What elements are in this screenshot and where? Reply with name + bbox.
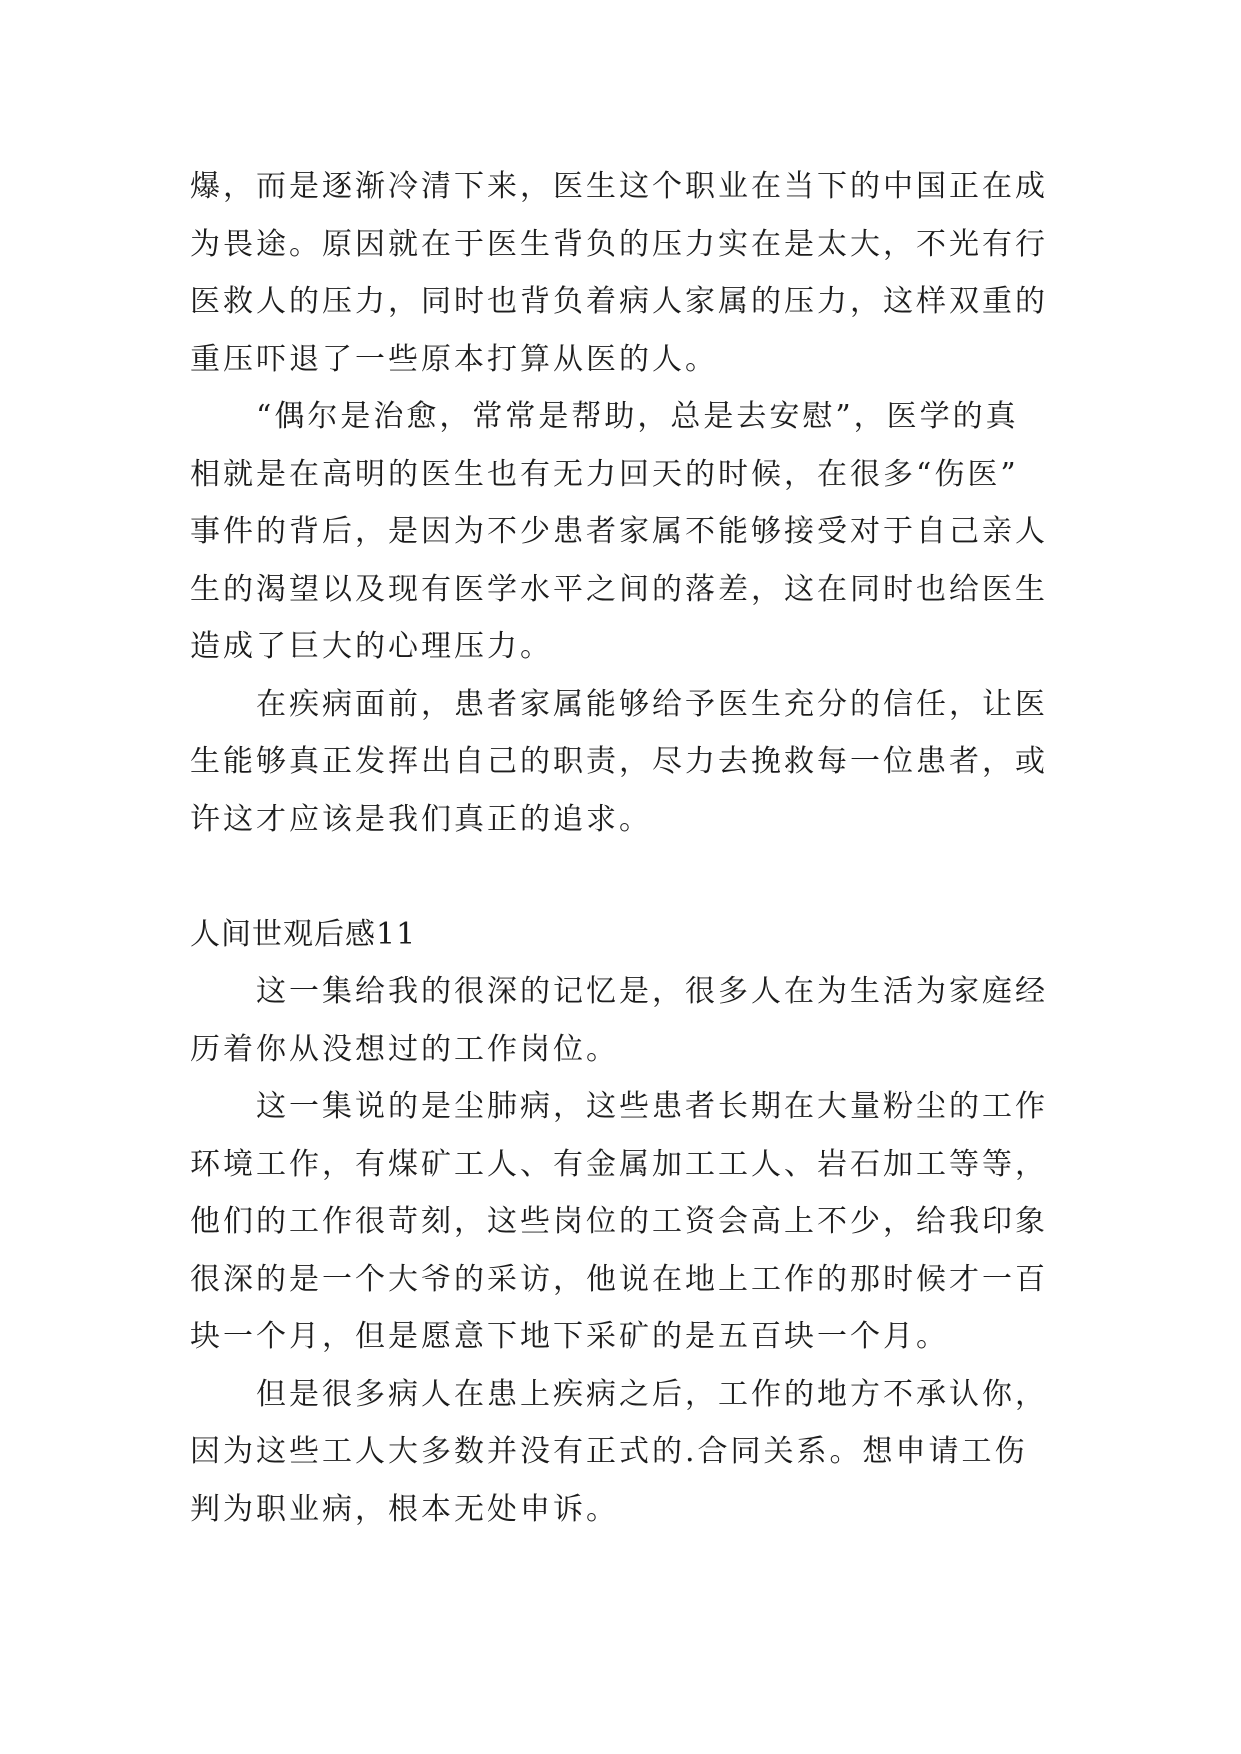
paragraph-line: 历着你从没想过的工作岗位。 [190,1031,619,1067]
paragraph-line: 事件的背后，是因为不少患者家属不能够接受对于自己亲人 [190,514,1048,549]
essay-title: 人间世观后感11 [190,916,417,952]
paragraph-line: 重压吓退了一些原本打算从医的人。 [190,341,718,377]
paragraph [190,963,1060,1078]
paragraph-line: 因为这些工人大多数并没有正式的.合同关系。想申请工伤 [190,1434,1028,1469]
document-page [190,158,1060,1538]
paragraph-line: “偶尔是治愈，常常是帮助，总是去安慰”，医学的真 [256,399,1019,434]
paragraph-line: 医救人的压力，同时也背负着病人家属的压力，这样双重的 [190,284,1048,319]
paragraph-line: 环境工作，有煤矿工人、有金属加工工人、岩石加工等等， [190,1146,1048,1182]
paragraph-line: 很深的是一个大爷的采访，他说在地上工作的那时候才一百 [190,1261,1048,1297]
paragraph [190,1078,1060,1366]
paragraph-line: 许这才应该是我们真正的追求。 [190,801,652,837]
paragraph [190,676,1060,849]
paragraph-line: 块一个月，但是愿意下地下采矿的是五百块一个月。 [190,1319,949,1354]
paragraph-line: 生的渴望以及现有医学水平之间的落差，这在同时也给医生 [190,571,1048,607]
paragraph-line: 这一集说的是尘肺病，这些患者长期在大量粉尘的工作 [256,1089,1048,1124]
paragraph [190,388,1060,676]
paragraph-line: 但是很多病人在患上疾病之后，工作的地方不承认你， [256,1376,1048,1412]
paragraph-line: 造成了巨大的心理压力。 [190,629,553,664]
paragraph-line: 生能够真正发挥出自己的职责，尽力去挽救每一位患者，或 [190,744,1048,779]
paragraph [190,158,1060,388]
blank-line [190,848,1060,906]
paragraph-line: 爆，而是逐渐冷清下来，医生这个职业在当下的中国正在成 [190,169,1048,204]
paragraph-line: 在疾病面前，患者家属能够给予医生充分的信任，让医 [256,686,1048,722]
paragraph [190,1366,1060,1539]
paragraph-line: 他们的工作很苛刻，这些岗位的工资会高上不少，给我印象 [190,1204,1048,1239]
paragraph-line: 这一集给我的很深的记忆是，很多人在为生活为家庭经 [256,974,1048,1009]
paragraph-line: 判为职业病，根本无处申诉。 [190,1491,619,1527]
paragraph-line: 为畏途。原因就在于医生背负的压力实在是太大，不光有行 [190,226,1048,262]
paragraph-line: 相就是在高明的医生也有无力回天的时候，在很多“伤医” [190,456,1019,492]
